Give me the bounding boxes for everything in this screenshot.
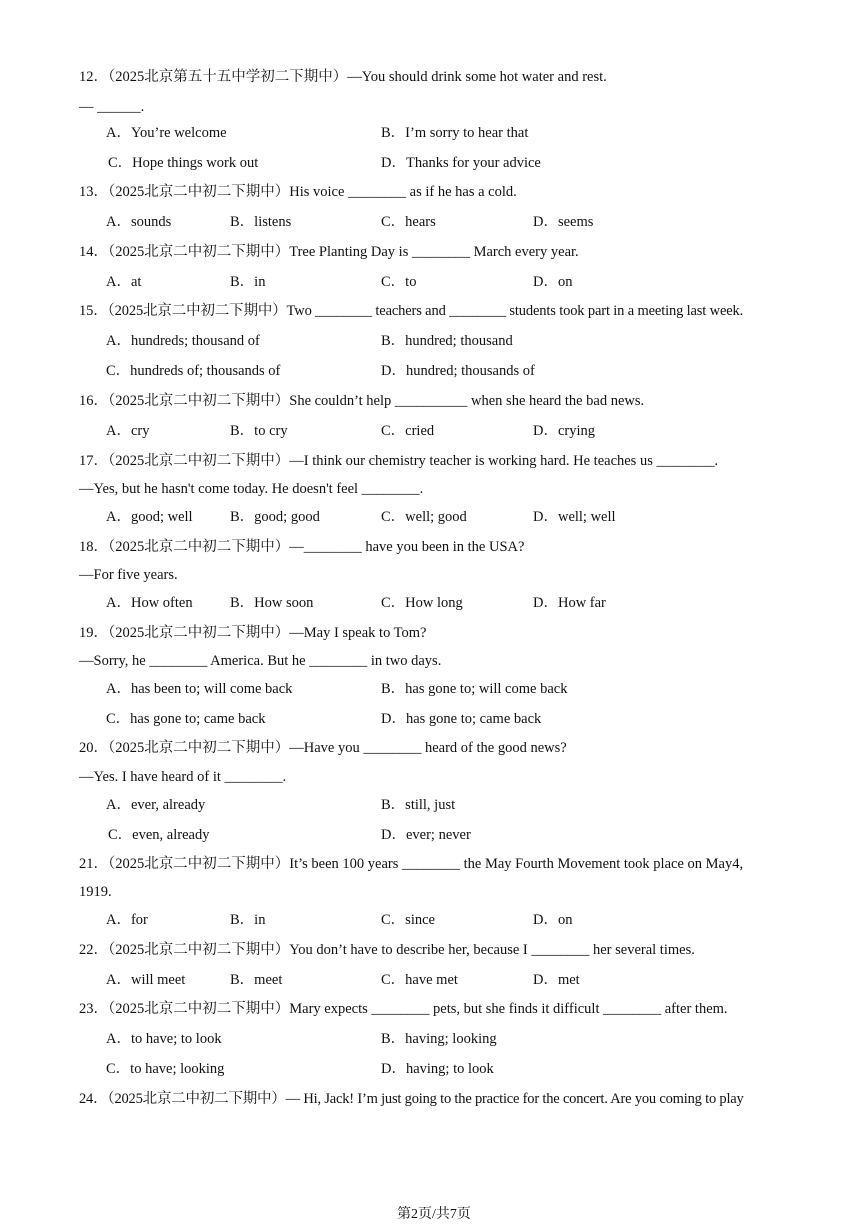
question-16-stem: 16．（2025北京二中初二下期中）She couldn’t help __________ when she heard the bad news. (79, 393, 645, 409)
question-18-stem: 18．（2025北京二中初二下期中）—________ have you been in the USA? (79, 539, 525, 555)
question-18-option-a: A．How often (106, 595, 193, 611)
question-20-stem: 20．（2025北京二中初二下期中）—Have you ________ heard of the good news? (79, 740, 567, 756)
question-13-option-d: D．seems (533, 214, 594, 230)
question-21-option-a: A．for (106, 912, 148, 928)
question-23-option-c: C．to have; looking (106, 1061, 225, 1077)
question-14-stem: 14．（2025北京二中初二下期中）Tree Planting Day is ________ March every year. (79, 244, 579, 260)
question-20-option-b: B．still, just (381, 797, 456, 813)
question-18-option-d: D．How far (533, 595, 606, 611)
question-18-stem-line-2: —For five years. (79, 567, 178, 583)
question-21-stem: 21．（2025北京二中初二下期中）It’s been 100 years ________ the May Fourth Movement took place on May4, (79, 856, 744, 872)
question-19-option-d: D．has gone to; came back (381, 711, 542, 727)
question-15-option-a: A．hundreds; thousand of (106, 333, 260, 349)
question-18-option-b: B．How soon (230, 595, 314, 611)
question-13-option-b: B．listens (230, 214, 292, 230)
question-16-option-a: A．cry (106, 423, 150, 439)
question-17-option-c: C．well; good (381, 509, 467, 525)
question-22-stem: 22．（2025北京二中初二下期中）You don’t have to describe her, because I ________ her several times. (79, 942, 695, 958)
question-24-stem: 24．（2025北京二中初二下期中）— Hi, Jack! I’m just going to the practice for the concert. Are you coming to play (79, 1091, 744, 1107)
question-14-option-b: B．in (230, 274, 266, 290)
question-20-option-c: C．even, already (108, 827, 210, 843)
question-23-option-d: D．having; to look (381, 1061, 494, 1077)
question-12-option-c: C．Hope things work out (108, 155, 259, 171)
question-22-option-a: A．will meet (106, 972, 186, 988)
question-20-option-d: D．ever; never (381, 827, 471, 843)
question-22-option-c: C．have met (381, 972, 458, 988)
question-19-option-a: A．has been to; will come back (106, 681, 293, 697)
question-13-option-a: A．sounds (106, 214, 172, 230)
question-12-option-b: B．I’m sorry to hear that (381, 125, 529, 141)
question-13-stem: 13．（2025北京二中初二下期中）His voice ________ as if he has a cold. (79, 184, 517, 200)
question-16-option-d: D．crying (533, 423, 596, 439)
question-17-option-a: A．good; well (106, 509, 193, 525)
question-16-option-c: C．cried (381, 423, 435, 439)
question-20-stem-line-2: —Yes. I have heard of it ________. (79, 769, 287, 785)
page-number-footer: 第2页/共7页 (397, 1207, 471, 1222)
question-12-option-a: A．You’re welcome (106, 125, 227, 141)
question-17-stem-line-2: —Yes, but he hasn't come today. He doesn't feel ________. (79, 481, 424, 497)
question-19-option-b: B．has gone to; will come back (381, 681, 568, 697)
question-23-option-b: B．having; looking (381, 1031, 497, 1047)
question-19-stem-line-2: —Sorry, he ________ America. But he ________ in two days. (79, 653, 442, 669)
question-15-option-c: C．hundreds of; thousands of (106, 363, 281, 379)
question-23-stem: 23．（2025北京二中初二下期中）Mary expects ________ pets, but she finds it difficult ________ after them. (79, 1001, 728, 1017)
question-22-option-d: D．met (533, 972, 580, 988)
question-14-option-c: C．to (381, 274, 417, 290)
question-20-option-a: A．ever, already (106, 797, 206, 813)
question-16-option-b: B．to cry (230, 423, 288, 439)
question-12-stem-line-2: — ______. (79, 99, 145, 115)
question-21-option-d: D．on (533, 912, 573, 928)
question-22-option-b: B．meet (230, 972, 283, 988)
question-23-option-a: A．to have; to look (106, 1031, 222, 1047)
question-17-stem: 17．（2025北京二中初二下期中）—I think our chemistry teacher is working hard. He teaches us ________. (79, 453, 719, 469)
question-12-option-d: D．Thanks for your advice (381, 155, 541, 171)
question-15-option-b: B．hundred; thousand (381, 333, 513, 349)
question-21-option-c: C．since (381, 912, 435, 928)
question-15-stem: 15．（2025北京二中初二下期中）Two ________ teachers and ________ students took part in a meeting last week. (79, 303, 744, 319)
question-12-stem: 12．（2025北京第五十五中学初二下期中）—You should drink some hot water and rest. (79, 69, 607, 85)
question-19-option-c: C．has gone to; came back (106, 711, 266, 727)
question-14-option-d: D．on (533, 274, 573, 290)
question-13-option-c: C．hears (381, 214, 436, 230)
question-15-option-d: D．hundred; thousands of (381, 363, 535, 379)
question-21-stem-line-2: 1919. (79, 884, 112, 900)
question-21-option-b: B．in (230, 912, 266, 928)
question-19-stem: 19．（2025北京二中初二下期中）—May I speak to Tom? (79, 625, 427, 641)
question-18-option-c: C．How long (381, 595, 463, 611)
question-17-option-b: B．good; good (230, 509, 320, 525)
question-17-option-d: D．well; well (533, 509, 616, 525)
question-14-option-a: A．at (106, 274, 142, 290)
